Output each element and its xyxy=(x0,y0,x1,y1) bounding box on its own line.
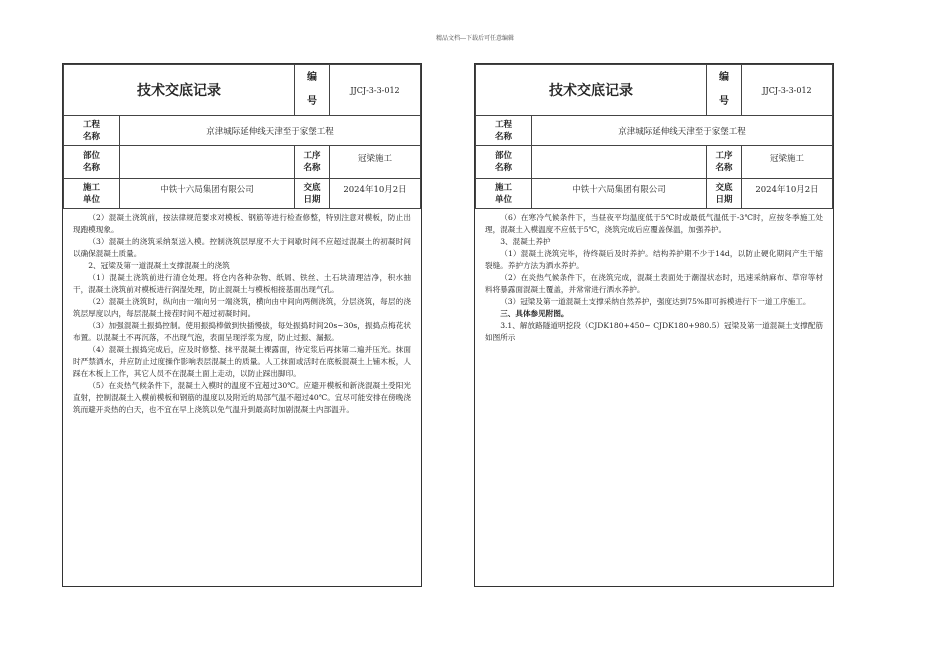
date-label-line1: 交底 xyxy=(303,182,321,193)
form-title: 技术交底记录 xyxy=(64,65,295,116)
unit-label-line2: 单位 xyxy=(82,194,100,205)
process-name: 冠梁施工 xyxy=(742,146,833,179)
left-body-text xyxy=(63,209,421,416)
code-value: JJCJ-3-3-012 xyxy=(330,65,421,116)
code-label xyxy=(707,65,742,116)
unit-label xyxy=(476,179,532,209)
code-label-line2: 号 xyxy=(719,96,729,107)
paragraph: 3、混凝土养护 xyxy=(500,237,551,246)
date-label-line2: 日期 xyxy=(303,194,321,205)
paragraph: （1）混凝土浇筑完毕，待终凝后及时养护。结构养护期不少于14d，以防止硬化期间产生干缩裂缝。养护方法为洒水养护。 xyxy=(485,249,823,270)
unit-label-line1: 施工 xyxy=(494,182,512,193)
date-value: 2024年10月2日 xyxy=(330,179,421,209)
part-label-line1: 部位 xyxy=(82,151,100,161)
form-title: 技术交底记录 xyxy=(476,65,707,116)
part-name xyxy=(532,146,707,179)
unit-label-line2: 单位 xyxy=(494,194,512,205)
project-name: 京津城际延伸线天津至于家堡工程 xyxy=(120,116,421,146)
project-name: 京津城际延伸线天津至于家堡工程 xyxy=(532,116,833,146)
part-label xyxy=(64,146,120,179)
paragraph: 2、冠梁及第一道混凝土支撑混凝土的浇筑 xyxy=(88,261,230,270)
paragraph: （6）在寒冷气候条件下，当昼夜平均温度低于5℃时或最低气温低于-3℃时，应按冬季施工处理，混凝土入模温度不应低于5℃，浇筑完成后应覆盖保温，加强养护。 xyxy=(485,213,823,234)
part-label-line1: 部位 xyxy=(494,151,512,161)
unit-name: 中铁十六局集团有限公司 xyxy=(532,179,707,209)
paragraph: （5）在炎热气候条件下，混凝土入模时的温度不宜超过30℃。应避开模板和新浇混凝土受阳光直射，控制混凝土入模前模板和钢筋的温度以及附近的局部气温不超过40℃。宜尽可能安排在傍晚浇筑而避开炎热的白天，也不宜在早上浇筑以免气温升到最高时加剧混凝土内部温升。 xyxy=(73,381,411,414)
left-sheet xyxy=(62,63,422,587)
project-label xyxy=(64,116,120,146)
part-label xyxy=(476,146,532,179)
right-header-table xyxy=(475,64,833,209)
paragraph: （2）混凝土浇筑时，纵向由一端向另一端浇筑，横向由中间向两侧浇筑，分层浇筑，每层的浇筑层厚度以内，每层混凝土接茬时间不超过初凝时间。 xyxy=(73,297,411,318)
right-sheet xyxy=(474,63,834,587)
header-note: 精品文档---下载后可任意编辑 xyxy=(435,35,515,42)
paragraph: （2）混凝土浇筑前，按法律规范要求对模板、钢筋等进行检查修整，特别注意对模板，防止出现跑模现象。 xyxy=(73,213,411,234)
date-label-line1: 交底 xyxy=(715,182,733,193)
process-label-line1: 工序 xyxy=(715,151,733,161)
part-label-line2: 名称 xyxy=(494,163,512,173)
date-label xyxy=(295,179,330,209)
date-label xyxy=(707,179,742,209)
paragraph: （3）冠梁及第一道混凝土支撑采纳自然养护，强度达到75%即可拆模进行下一道工序施工。 xyxy=(500,297,811,306)
process-label-line2: 名称 xyxy=(303,163,321,173)
section-heading: 三、具体参见附图。 xyxy=(500,309,569,318)
unit-name: 中铁十六局集团有限公司 xyxy=(120,179,295,209)
process-label xyxy=(295,146,330,179)
paragraph: （2）在炎热气候条件下，在浇筑完成，混凝土表面处于潮湿状态时，迅速采纳麻布、草帘等材料将暴露面混凝土覆盖，并常常进行洒水养护。 xyxy=(485,273,823,294)
process-label-line2: 名称 xyxy=(715,163,733,173)
process-name: 冠梁施工 xyxy=(330,146,421,179)
left-header-table xyxy=(63,64,421,209)
paragraph: （4）混凝土振捣完成后，应及时修整、抹平混凝土裸露面，待定浆后再抹第二遍并压光。抹面时严禁洒水，并应防止过度操作影响表层混凝土的质量。人工抹面或活时在底板混凝土上铺木板，人踩在木板上工作，其它人员不在混凝土面上走动，以防止踩出脚印。 xyxy=(73,345,411,378)
date-value: 2024年10月2日 xyxy=(742,179,833,209)
project-label xyxy=(476,116,532,146)
project-label-line1: 工程 xyxy=(494,119,512,130)
project-label-line2: 名称 xyxy=(82,131,100,142)
date-label-line2: 日期 xyxy=(715,194,733,205)
part-name xyxy=(120,146,295,179)
unit-label-line1: 施工 xyxy=(82,182,100,193)
unit-label xyxy=(64,179,120,209)
code-label-line1: 编 xyxy=(719,72,729,83)
code-label-line1: 编 xyxy=(307,72,317,83)
project-label-line1: 工程 xyxy=(82,119,100,130)
process-label xyxy=(707,146,742,179)
code-label-line2: 号 xyxy=(307,96,317,107)
part-label-line2: 名称 xyxy=(82,163,100,173)
project-label-line2: 名称 xyxy=(494,131,512,142)
process-label-line1: 工序 xyxy=(303,151,321,161)
paragraph: （3）加强混凝土振捣控制。使用振捣棒做到快插慢拔，每处振捣时间20s~30s，振捣点梅花状布置。以混凝土不再沉落，不出现气泡，表面呈现浮浆为度，防止过振、漏振。 xyxy=(73,321,411,342)
paragraph: （1）混凝土浇筑前进行清仓处理。将仓内各种杂物、纸屑、铁丝、土石块清理洁净，积水抽干，混凝土浇筑前对模板进行润湿处理，防止混凝土与模板相接基面出现气孔。 xyxy=(73,273,411,294)
paragraph: （3）混凝土的浇筑采纳泵送入模。控制浇筑层厚度不大于间歇时间不应超过混凝土的初凝时间以确保混凝土质量。 xyxy=(73,237,411,258)
code-label xyxy=(295,65,330,116)
paragraph: 3.1、解放路隧道明挖段（CJDK180+450~ CJDK180+980.5）冠梁及第一道混凝土支撑配筋如图所示 xyxy=(485,321,823,342)
right-body-text xyxy=(475,209,833,344)
code-value: JJCJ-3-3-012 xyxy=(742,65,833,116)
